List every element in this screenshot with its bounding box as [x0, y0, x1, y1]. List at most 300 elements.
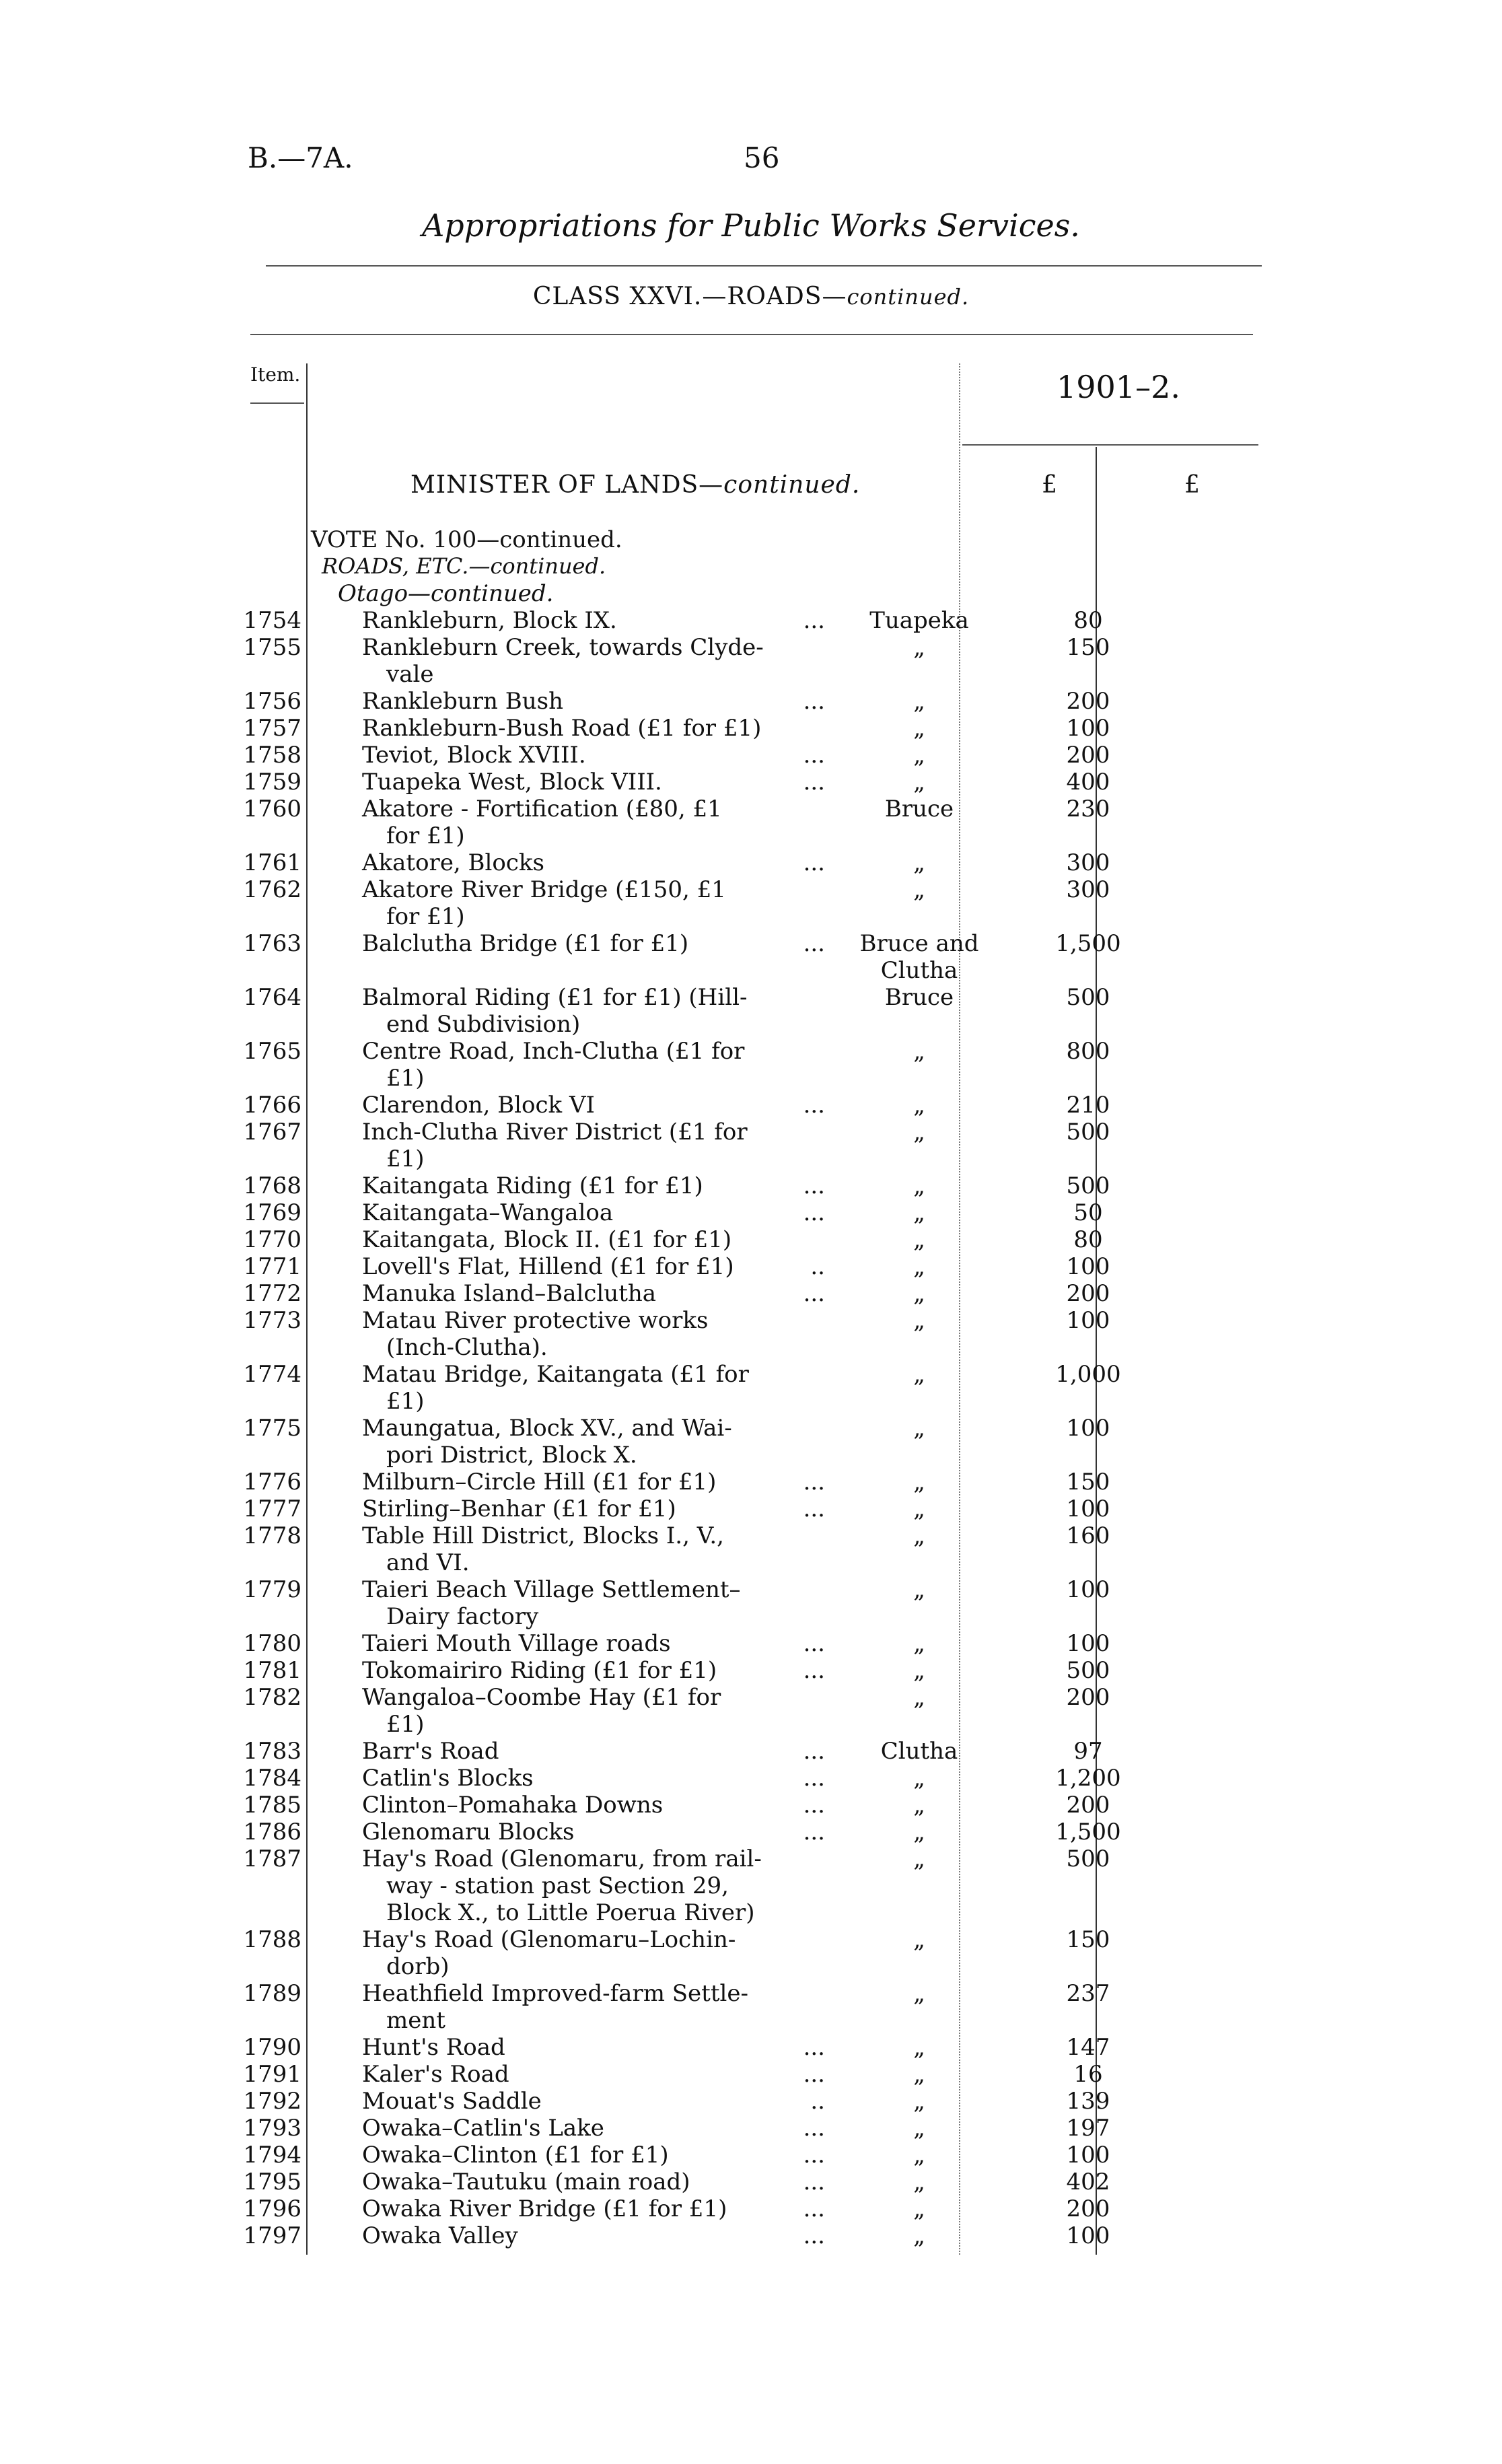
district-line: „ — [913, 2115, 925, 2142]
table-row — [0, 984, 1502, 1038]
table-row — [0, 1738, 1502, 1765]
amount: 210 — [1066, 1092, 1110, 1119]
item-description — [362, 849, 774, 876]
item-description — [362, 1980, 774, 2034]
amount: 300 — [1066, 849, 1110, 876]
item-description — [362, 1495, 774, 1522]
district-line: „ — [913, 2222, 925, 2249]
amount: 402 — [1066, 2169, 1110, 2195]
table-row — [0, 930, 1502, 984]
table-row — [0, 1630, 1502, 1657]
leader-dots: ... — [803, 1280, 825, 1307]
district-line: „ — [913, 1926, 925, 1953]
item-number: 1772 — [243, 1280, 301, 1307]
description-line: Owaka–Tautuku (main road) — [362, 2169, 690, 2195]
district — [825, 1792, 1013, 1819]
district-line: „ — [913, 1657, 925, 1684]
item-number: 1764 — [243, 984, 301, 1011]
leader-dots: ... — [803, 1738, 825, 1765]
amount: 80 — [1073, 1226, 1103, 1253]
item-number: 1767 — [243, 1119, 301, 1146]
description-line: Owaka–Catlin's Lake — [362, 2115, 604, 2142]
table-row — [0, 1765, 1502, 1792]
district-line: Bruce — [884, 796, 954, 822]
amount: 100 — [1066, 1630, 1110, 1657]
description-line: Clinton–Pomahaka Downs — [362, 1792, 664, 1819]
item-number: 1774 — [243, 1361, 301, 1388]
item-header-rule — [250, 402, 304, 404]
item-number: 1795 — [243, 2169, 301, 2195]
amount: 100 — [1066, 1307, 1110, 1334]
district-line: „ — [913, 1361, 925, 1388]
leader-dots — [774, 715, 825, 742]
district — [825, 1226, 1013, 1253]
description-line: for £1) — [386, 822, 465, 849]
district — [825, 984, 1013, 1038]
amount: 160 — [1066, 1522, 1110, 1549]
district-line: „ — [913, 1630, 925, 1657]
region-subheading: Otago—continued. — [338, 580, 554, 607]
description-line: Tokomairiro Riding (£1 for £1) — [362, 1657, 717, 1684]
item-number: 1790 — [243, 2034, 301, 2061]
table-row — [0, 796, 1502, 849]
item-description — [362, 1119, 774, 1172]
leader-dots — [774, 876, 825, 930]
item-number: 1755 — [243, 634, 301, 661]
leader-dots — [774, 1226, 825, 1253]
amount: 80 — [1073, 607, 1103, 634]
item-description — [362, 1819, 774, 1845]
leader-dots: ... — [803, 1469, 825, 1495]
header-rule — [250, 334, 1253, 335]
district — [825, 1819, 1013, 1845]
item-number: 1784 — [243, 1765, 301, 1792]
description-line: Lovell's Flat, Hillend (£1 for £1) — [362, 1253, 734, 1280]
district — [825, 1980, 1013, 2034]
table-row — [0, 876, 1502, 930]
district — [825, 1845, 1013, 1926]
item-description — [362, 1038, 774, 1092]
district-line: Tuapeka — [869, 607, 969, 634]
table-row — [0, 634, 1502, 688]
item-description — [362, 1576, 774, 1630]
district-line: „ — [913, 2088, 925, 2115]
description-line: Akatore River Bridge (£150, £1 — [362, 876, 726, 903]
district — [825, 1092, 1013, 1119]
district — [825, 1765, 1013, 1792]
amount: 200 — [1066, 742, 1110, 769]
leader-dots: ... — [803, 769, 825, 796]
table-row — [0, 1684, 1502, 1738]
district — [825, 1253, 1013, 1280]
roads-subheading: ROADS, ETC.—continued. — [322, 553, 606, 579]
table-row — [0, 607, 1502, 634]
amount: 500 — [1066, 1172, 1110, 1199]
description-line: (Inch-Clutha). — [386, 1334, 548, 1361]
description-line: end Subdivision) — [386, 1011, 581, 1038]
description-line: Block X., to Little Poerua River) — [386, 1899, 755, 1926]
item-number: 1783 — [243, 1738, 301, 1765]
district — [825, 2222, 1013, 2249]
district-line: „ — [913, 1792, 925, 1819]
amount: 100 — [1066, 715, 1110, 742]
item-number: 1785 — [243, 1792, 301, 1819]
minister-heading — [410, 471, 860, 499]
description-line: ment — [386, 2007, 445, 2034]
district — [825, 1119, 1013, 1172]
amount: 147 — [1066, 2034, 1110, 2061]
description-line: Rankleburn Creek, towards Clyde- — [362, 634, 764, 661]
district-line: Clutha — [880, 1738, 958, 1765]
leader-dots — [774, 1307, 825, 1361]
item-description — [362, 1226, 774, 1253]
leader-dots: ... — [803, 1495, 825, 1522]
district-line: „ — [913, 1819, 925, 1845]
amount: 1,500 — [1055, 930, 1121, 957]
item-number: 1769 — [243, 1199, 301, 1226]
district-line: „ — [913, 2169, 925, 2195]
table-row — [0, 1495, 1502, 1522]
item-number: 1765 — [243, 1038, 301, 1065]
leader-dots — [774, 796, 825, 849]
class-heading — [0, 283, 1502, 310]
table-row — [0, 2061, 1502, 2088]
district — [825, 634, 1013, 688]
description-line: Matau River protective works — [362, 1307, 709, 1334]
district — [825, 1684, 1013, 1738]
leader-dots: ... — [803, 688, 825, 715]
description-line: Inch-Clutha River District (£1 for — [362, 1119, 748, 1146]
page-number: 56 — [744, 141, 780, 174]
table-row — [0, 2195, 1502, 2222]
leader-dots — [774, 1980, 825, 2034]
leader-dots — [774, 1361, 825, 1415]
amount: 800 — [1066, 1038, 1110, 1065]
leader-dots — [774, 1119, 825, 1172]
description-line: Barr's Road — [362, 1738, 499, 1765]
description-line: Teviot, Block XVIII. — [362, 742, 586, 769]
description-line: Rankleburn Bush — [362, 688, 563, 715]
amount: 500 — [1066, 1119, 1110, 1146]
district — [825, 2061, 1013, 2088]
description-line: Glenomaru Blocks — [362, 1819, 575, 1845]
item-description — [362, 2034, 774, 2061]
leader-dots: ... — [803, 1092, 825, 1119]
amount: 200 — [1066, 1684, 1110, 1711]
amount: 500 — [1066, 1845, 1110, 1872]
district — [825, 1522, 1013, 1576]
district-line: „ — [913, 1038, 925, 1065]
leader-dots — [774, 1522, 825, 1576]
item-description — [362, 1280, 774, 1307]
district-line: „ — [913, 1495, 925, 1522]
item-number: 1766 — [243, 1092, 301, 1119]
description-line: vale — [386, 661, 434, 688]
table-row — [0, 1226, 1502, 1253]
leader-dots: ... — [803, 1819, 825, 1845]
vote-subheading: VOTE No. 100—continued. — [311, 526, 622, 553]
item-description — [362, 876, 774, 930]
item-description — [362, 1792, 774, 1819]
table-row — [0, 2142, 1502, 2169]
currency-symbol-amount: £ — [1042, 471, 1057, 499]
item-number: 1777 — [243, 1495, 301, 1522]
description-line: way - station past Section 29, — [386, 1872, 729, 1899]
amount: 200 — [1066, 1792, 1110, 1819]
amount: 100 — [1066, 1576, 1110, 1603]
item-description — [362, 1092, 774, 1119]
amount: 1,000 — [1055, 1361, 1121, 1388]
district — [825, 688, 1013, 715]
item-number: 1781 — [243, 1657, 301, 1684]
district-line: „ — [913, 1765, 925, 1792]
amount: 100 — [1066, 2142, 1110, 2169]
district-line: „ — [913, 1522, 925, 1549]
description-line: £1) — [386, 1388, 425, 1415]
district — [825, 1576, 1013, 1630]
description-line: Clarendon, Block VI — [362, 1092, 595, 1119]
amount: 500 — [1066, 984, 1110, 1011]
district-line: Bruce — [884, 984, 954, 1011]
district — [825, 1038, 1013, 1092]
description-line: pori District, Block X. — [386, 1442, 637, 1469]
district — [825, 1361, 1013, 1415]
table-row — [0, 1819, 1502, 1845]
description-line: Milburn–Circle Hill (£1 for £1) — [362, 1469, 717, 1495]
item-number: 1770 — [243, 1226, 301, 1253]
amount: 100 — [1066, 1415, 1110, 1442]
table-row — [0, 2088, 1502, 2115]
item-number: 1756 — [243, 688, 301, 715]
description-line: Taieri Mouth Village roads — [362, 1630, 671, 1657]
table-row — [0, 1119, 1502, 1172]
district-line: „ — [913, 2061, 925, 2088]
leader-dots: ... — [803, 2115, 825, 2142]
item-description — [362, 1522, 774, 1576]
item-description — [362, 1172, 774, 1199]
description-line: Kaitangata Riding (£1 for £1) — [362, 1172, 703, 1199]
district-line: „ — [913, 2034, 925, 2061]
district-line: „ — [913, 1845, 925, 1872]
table-row — [0, 2115, 1502, 2142]
district-line: „ — [913, 1172, 925, 1199]
item-number: 1788 — [243, 1926, 301, 1953]
description-line: Manuka Island–Balclutha — [362, 1280, 657, 1307]
district — [825, 1657, 1013, 1684]
amount: 50 — [1073, 1199, 1103, 1226]
amount: 500 — [1066, 1657, 1110, 1684]
item-number: 1794 — [243, 2142, 301, 2169]
table-row — [0, 2222, 1502, 2249]
district — [825, 715, 1013, 742]
amount: 400 — [1066, 769, 1110, 796]
item-number: 1796 — [243, 2195, 301, 2222]
table-row — [0, 1657, 1502, 1684]
leader-dots: ... — [803, 2034, 825, 2061]
table-row — [0, 1038, 1502, 1092]
district-line: „ — [913, 1684, 925, 1711]
table-row — [0, 849, 1502, 876]
amount: 300 — [1066, 876, 1110, 903]
item-description — [362, 1199, 774, 1226]
district-line: „ — [913, 1576, 925, 1603]
class-heading-text: CLASS XXVI.—ROADS— — [532, 283, 847, 310]
leader-dots: ... — [803, 2061, 825, 2088]
item-number: 1778 — [243, 1522, 301, 1549]
description-line: Kaler's Road — [362, 2061, 509, 2088]
leader-dots: ... — [803, 930, 825, 957]
item-number: 1789 — [243, 1980, 301, 2007]
item-description — [362, 607, 774, 634]
leader-dots: ... — [803, 2142, 825, 2169]
item-number: 1759 — [243, 769, 301, 796]
description-line: Dairy factory — [386, 1603, 539, 1630]
table-row — [0, 715, 1502, 742]
table-row — [0, 1522, 1502, 1576]
item-description — [362, 1845, 774, 1926]
description-line: Owaka–Clinton (£1 for £1) — [362, 2142, 669, 2169]
item-number: 1791 — [243, 2061, 301, 2088]
table-row — [0, 1361, 1502, 1415]
district — [825, 2034, 1013, 2061]
description-line: £1) — [386, 1065, 425, 1092]
item-number: 1793 — [243, 2115, 301, 2142]
description-line: Balclutha Bridge (£1 for £1) — [362, 930, 689, 957]
item-description — [362, 1684, 774, 1738]
table-row — [0, 742, 1502, 769]
item-column-header: Item. — [250, 363, 301, 386]
minister-heading-continued: continued. — [723, 471, 861, 499]
description-line: Hay's Road (Glenomaru, from rail- — [362, 1845, 762, 1872]
amount: 100 — [1066, 2222, 1110, 2249]
description-line: Maungatua, Block XV., and Wai- — [362, 1415, 732, 1442]
item-description — [362, 2169, 774, 2195]
district — [825, 2195, 1013, 2222]
item-number: 1792 — [243, 2088, 301, 2115]
leader-dots — [774, 1845, 825, 1926]
leader-dots: ... — [803, 1765, 825, 1792]
item-number: 1754 — [243, 607, 301, 634]
description-line: Hunt's Road — [362, 2034, 505, 2061]
leader-dots: ... — [803, 2169, 825, 2195]
table-row — [0, 2034, 1502, 2061]
amount: 237 — [1066, 1980, 1110, 2007]
item-number: 1797 — [243, 2222, 301, 2249]
item-number: 1757 — [243, 715, 301, 742]
amount: 139 — [1066, 2088, 1110, 2115]
leader-dots — [774, 1684, 825, 1738]
amount: 200 — [1066, 688, 1110, 715]
district — [825, 2142, 1013, 2169]
item-number: 1762 — [243, 876, 301, 903]
leader-dots — [774, 984, 825, 1038]
item-number: 1761 — [243, 849, 301, 876]
description-line: Owaka Valley — [362, 2222, 518, 2249]
district — [825, 2169, 1013, 2195]
district-line: „ — [913, 2195, 925, 2222]
description-line: Catlin's Blocks — [362, 1765, 534, 1792]
item-description — [362, 930, 774, 984]
leader-dots: ... — [803, 2222, 825, 2249]
table-row — [0, 2169, 1502, 2195]
district-line: „ — [913, 1199, 925, 1226]
district-line: „ — [913, 849, 925, 876]
district-line: „ — [913, 1980, 925, 2007]
item-description — [362, 2195, 774, 2222]
leader-dots: ... — [803, 849, 825, 876]
item-description — [362, 2061, 774, 2088]
leader-dots: ... — [803, 1172, 825, 1199]
item-number: 1768 — [243, 1172, 301, 1199]
description-line: Owaka River Bridge (£1 for £1) — [362, 2195, 727, 2222]
district-line: „ — [913, 2142, 925, 2169]
leader-dots — [774, 1926, 825, 1980]
district — [825, 1280, 1013, 1307]
district-line: Bruce and — [859, 930, 979, 957]
amount: 200 — [1066, 2195, 1110, 2222]
item-number: 1776 — [243, 1469, 301, 1495]
table-row — [0, 1280, 1502, 1307]
leader-dots: ... — [803, 742, 825, 769]
amount: 1,200 — [1055, 1765, 1121, 1792]
district-line: „ — [913, 876, 925, 903]
leader-dots — [774, 1576, 825, 1630]
district-line: „ — [913, 1415, 925, 1442]
description-line: Taieri Beach Village Settlement– — [362, 1576, 741, 1603]
district — [825, 2088, 1013, 2115]
table-row — [0, 1199, 1502, 1226]
district-line: „ — [913, 742, 925, 769]
district — [825, 1199, 1013, 1226]
district-line: Clutha — [880, 957, 958, 984]
item-description — [362, 688, 774, 715]
district — [825, 1307, 1013, 1361]
district — [825, 1926, 1013, 1980]
leader-dots — [774, 1415, 825, 1469]
district-line: „ — [913, 634, 925, 661]
item-number: 1782 — [243, 1684, 301, 1711]
item-number: 1773 — [243, 1307, 301, 1334]
description-line: Stirling–Benhar (£1 for £1) — [362, 1495, 676, 1522]
description-line: for £1) — [386, 903, 465, 930]
leader-dots: ... — [803, 2195, 825, 2222]
district — [825, 1415, 1013, 1469]
document-reference: B.—7A. — [248, 141, 353, 174]
amount: 200 — [1066, 1280, 1110, 1307]
table-row — [0, 1576, 1502, 1630]
item-description — [362, 1415, 774, 1469]
district — [825, 1495, 1013, 1522]
table-row — [0, 1253, 1502, 1280]
amount: 230 — [1066, 796, 1110, 822]
description-line: Akatore, Blocks — [362, 849, 544, 876]
item-description — [362, 1738, 774, 1765]
district-line: „ — [913, 1280, 925, 1307]
description-line: Akatore - Fortification (£80, £1 — [362, 796, 722, 822]
district-line: „ — [913, 1092, 925, 1119]
description-line: Rankleburn-Bush Road (£1 for £1) — [362, 715, 762, 742]
item-number: 1771 — [243, 1253, 301, 1280]
district — [825, 796, 1013, 849]
district-line: „ — [913, 688, 925, 715]
leader-dots: ... — [803, 1657, 825, 1684]
class-heading-continued: continued. — [847, 284, 970, 310]
item-description — [362, 769, 774, 796]
table-row — [0, 1092, 1502, 1119]
description-line: Rankleburn, Block IX. — [362, 607, 617, 634]
description-line: £1) — [386, 1146, 425, 1172]
item-description — [362, 1765, 774, 1792]
